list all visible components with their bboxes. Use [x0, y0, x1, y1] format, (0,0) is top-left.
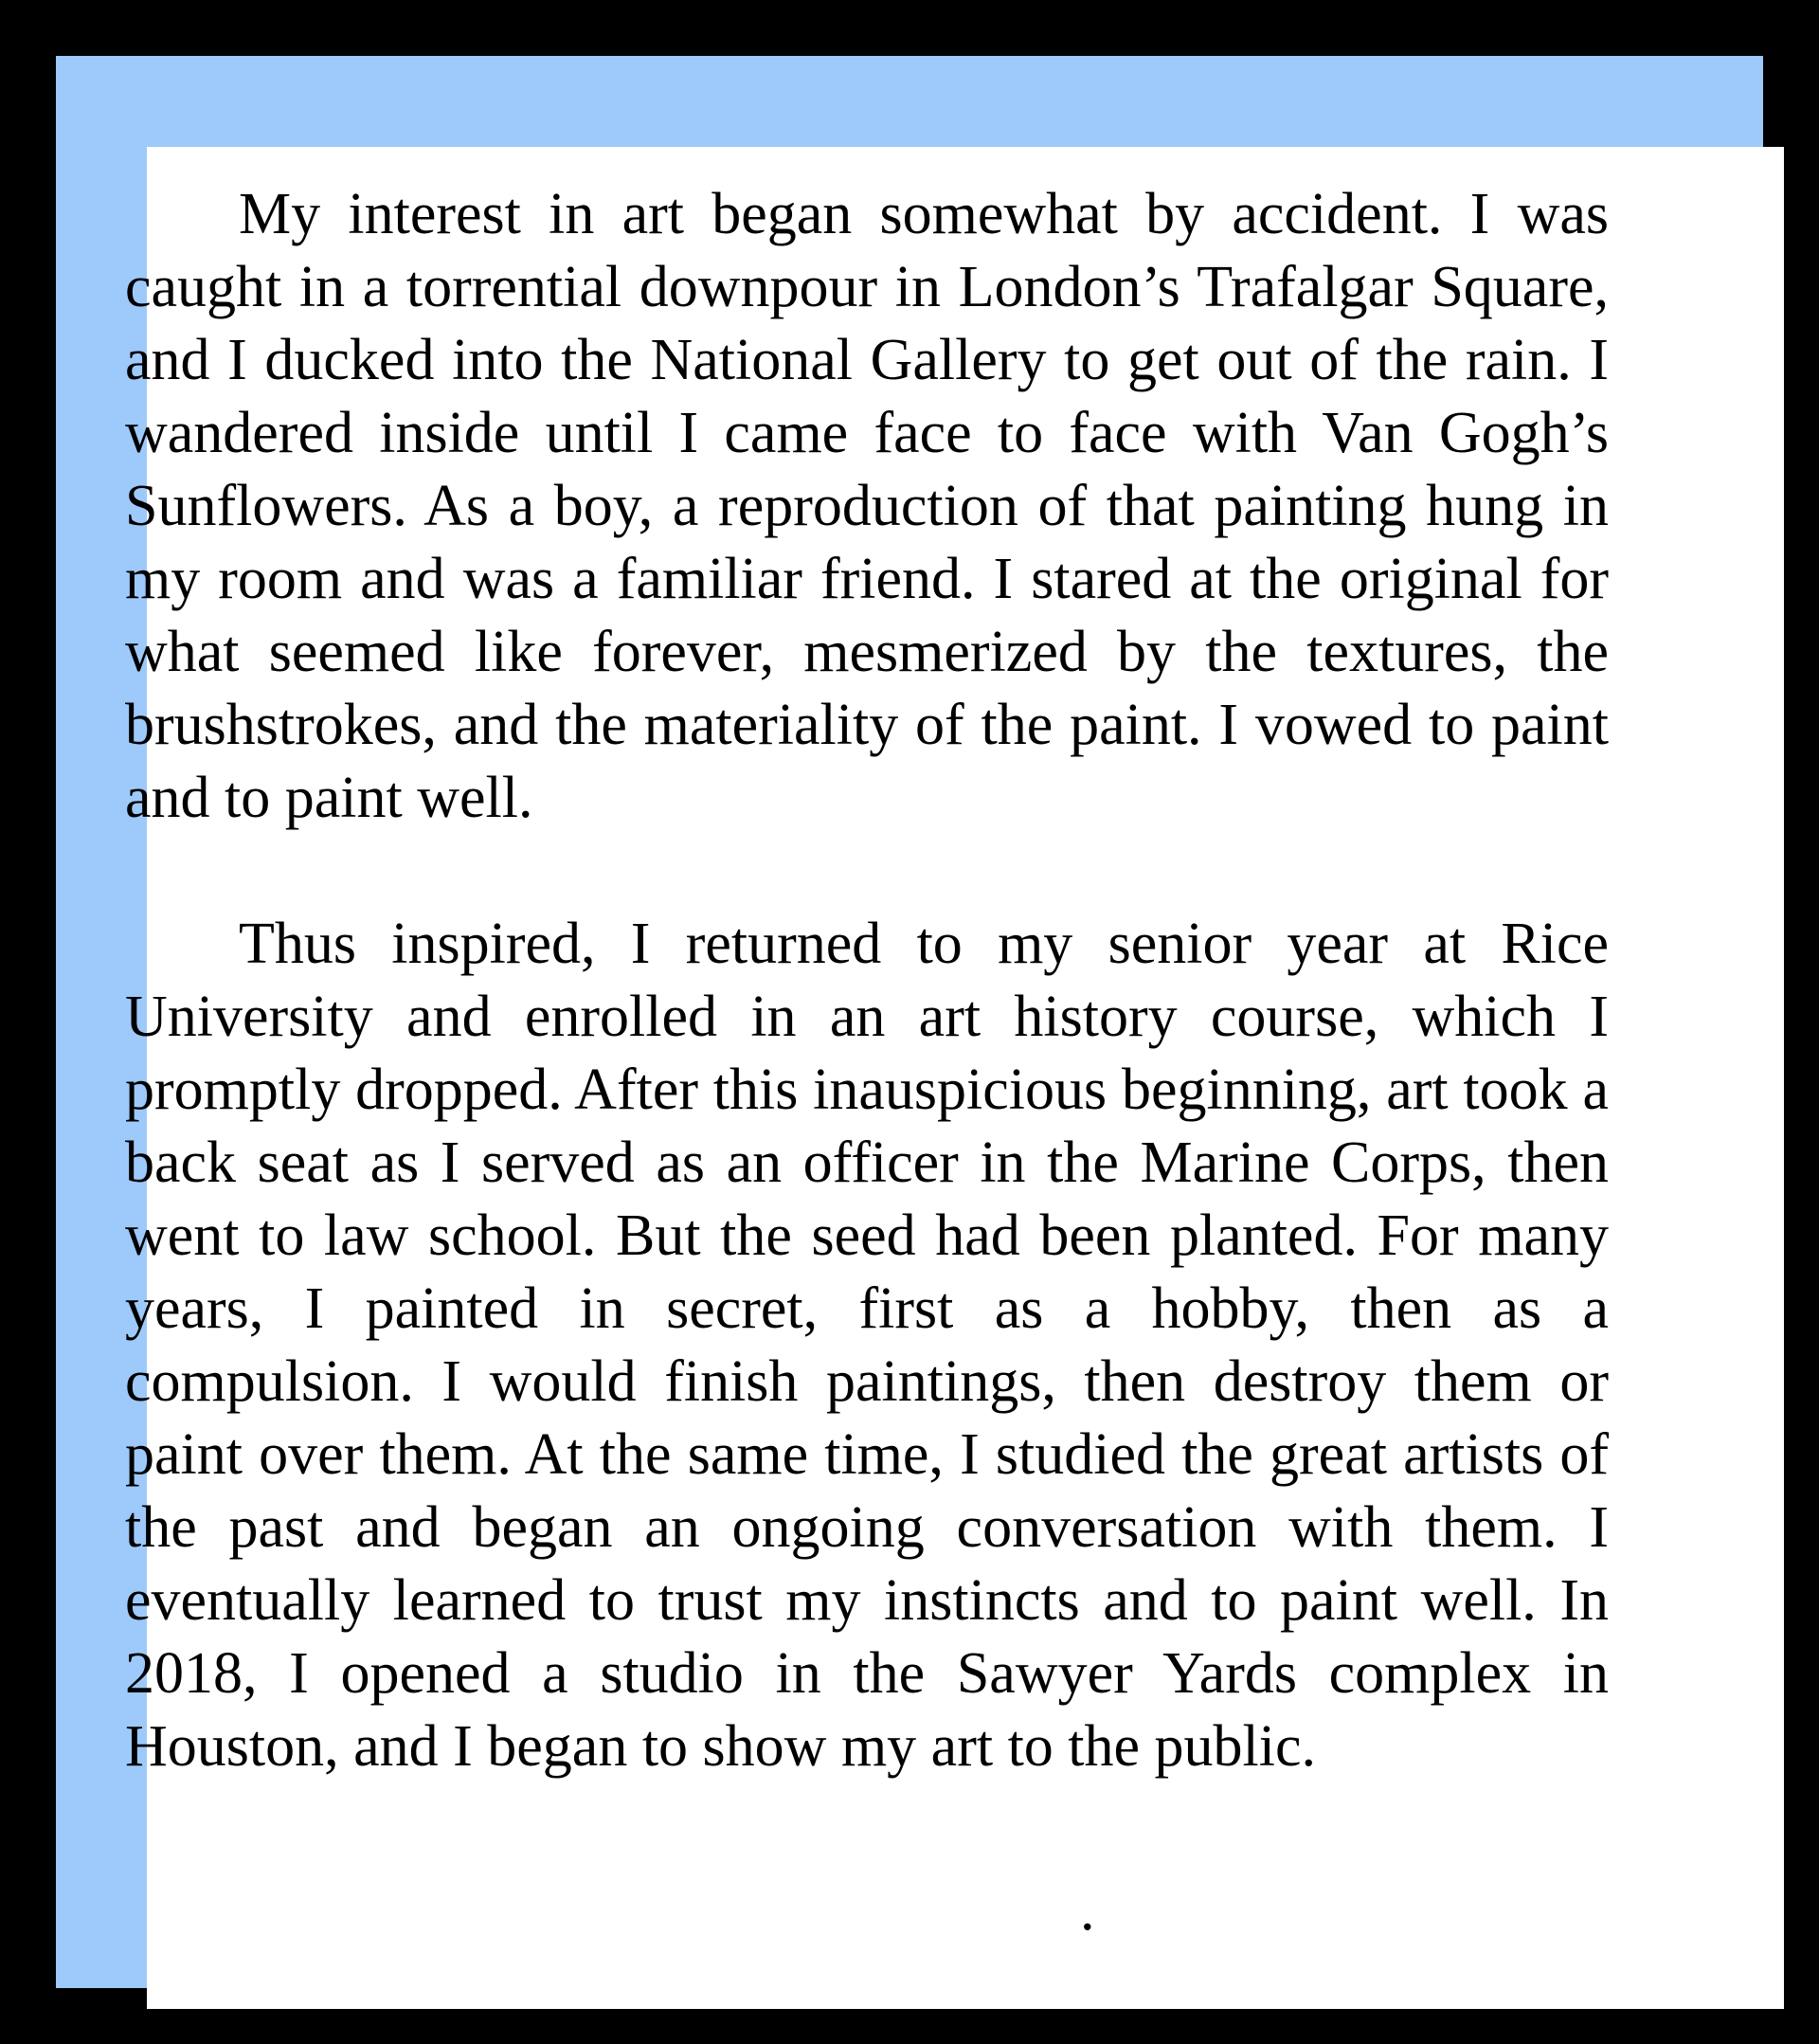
paragraph-2: Thus inspired, I returned to my senior year at Rice University and enrolled in an art history course, which I promptly dropped. After this inauspicious beginning, art took a back seat as I served as an officer in the Marine Corps, then went to law school. But the seed had been planted. For many years, I painted in secret, first as a hobby, then as a compulsion. I would finish paintings, then destroy them or paint over them. At the same time, I studied the great artists of the past and began an ongoing conversation with them. I eventually learned to trust my instincts and to paint well. In 2018, I opened a studio in the Sawyer Yards complex in Houston, and I began to show my art to the public.: [125, 912, 1609, 1779]
paragraph-1: My interest in art began somewhat by accident. I was caught in a torrential downpour in London’s Trafalgar Square, and I ducked into the National Gallery to get out of the rain. I wandered inside until I came face to face with Van Gogh’s Sunflowers. As a boy, a reproduction of that painting hung in my room and was a familiar friend. I stared at the original for what seemed like forever, mesmerized by the textures, the brushstrokes, and the materiality of the paint. I vowed to paint and to paint well.: [125, 182, 1609, 830]
trailing-period: .: [1080, 1878, 1095, 1943]
document-body: [125, 178, 1609, 1783]
